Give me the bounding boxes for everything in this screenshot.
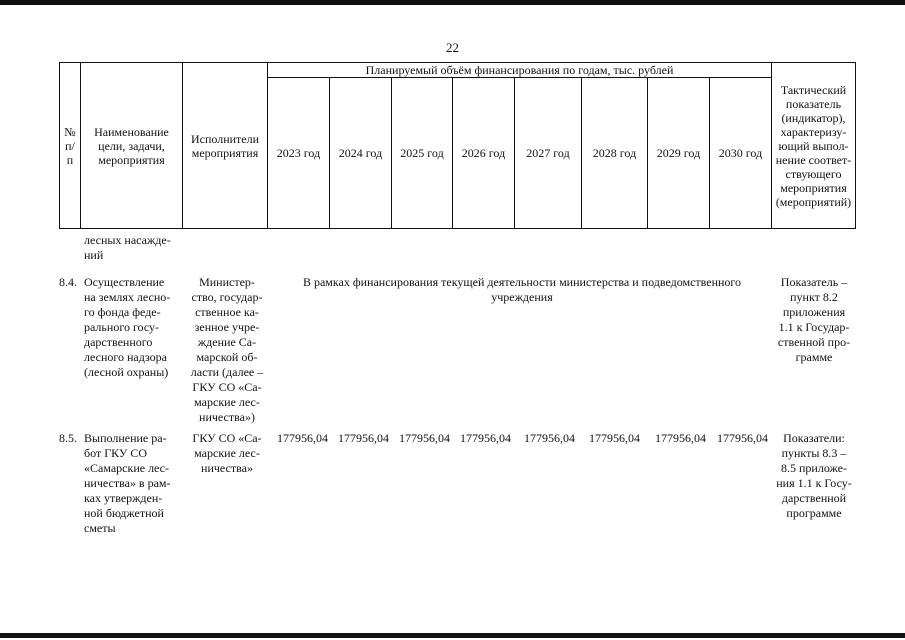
amount-cell: 177956,04 (399, 431, 450, 445)
header-year: 2029 год (648, 78, 710, 229)
header-year: 2025 год (392, 78, 453, 229)
header-year: 2023 год (268, 78, 330, 229)
amount-cell: 177956,04 (589, 431, 640, 445)
header-name: Наименование цели, задачи, мероприятия (81, 63, 183, 229)
row-executor: Министер- ство, государ- ственное ка- зенное учре- ждение Са- марской об- ласти (далее – ГКУ СО «Са- марские лес- ничества») (190, 275, 264, 424)
header-year: 2024 год (330, 78, 392, 229)
header-num: № п/п (60, 63, 81, 229)
header-year: 2027 год (515, 78, 582, 229)
header-year: 2026 год (453, 78, 515, 229)
header-funding: Планируемый объём финансирования по годам, тыс. рублей (268, 63, 772, 78)
amount-cell: 177956,04 (277, 431, 328, 445)
row-name: Выполнение ра- бот ГКУ СО «Самарские лес- ничества» в рам- ках утвержден- ной бюджетной сметы (84, 431, 171, 535)
page-number: 22 (446, 40, 459, 55)
amount-cell: 177956,04 (460, 431, 511, 445)
row-name: Осуществление на землях лесно- го фонда феде- рального госу- дарственного лесного надзора (лесной охраны) (84, 275, 171, 379)
top-border (0, 0, 905, 5)
header-year: 2028 год (582, 78, 648, 229)
continuation-text: лесных насажде- ний (84, 233, 171, 262)
header-indicator: Тактический показатель (индикатор), характеризу-ющий выпол-нение соответ-ствующего мероприятия (мероприятий) (772, 63, 856, 229)
header-year: 2030 год (710, 78, 772, 229)
amount-cell: 177956,04 (524, 431, 575, 445)
bottom-border (0, 633, 905, 638)
amount-cell: 177956,04 (717, 431, 768, 445)
table-header (59, 62, 856, 229)
amount-cell: 177956,04 (655, 431, 706, 445)
row-executor: ГКУ СО «Са- марские лес- ничества» (192, 431, 262, 475)
row-funding-note: В рамках финансирования текущей деятельности министерства и подведомственного учреждения (302, 275, 742, 304)
row-indicator: Показатели: пункты 8.3 – 8.5 приложе- ния 1.1 к Госу- дарственной программе (776, 431, 852, 520)
header-executor: Исполнители мероприятия (183, 63, 268, 229)
amount-cell: 177956,04 (338, 431, 389, 445)
row-number: 8.4. (59, 275, 77, 289)
row-number: 8.5. (59, 431, 77, 445)
row-indicator: Показатель – пункт 8.2 приложения 1.1 к Государ- ственной про- грамме (777, 275, 851, 364)
